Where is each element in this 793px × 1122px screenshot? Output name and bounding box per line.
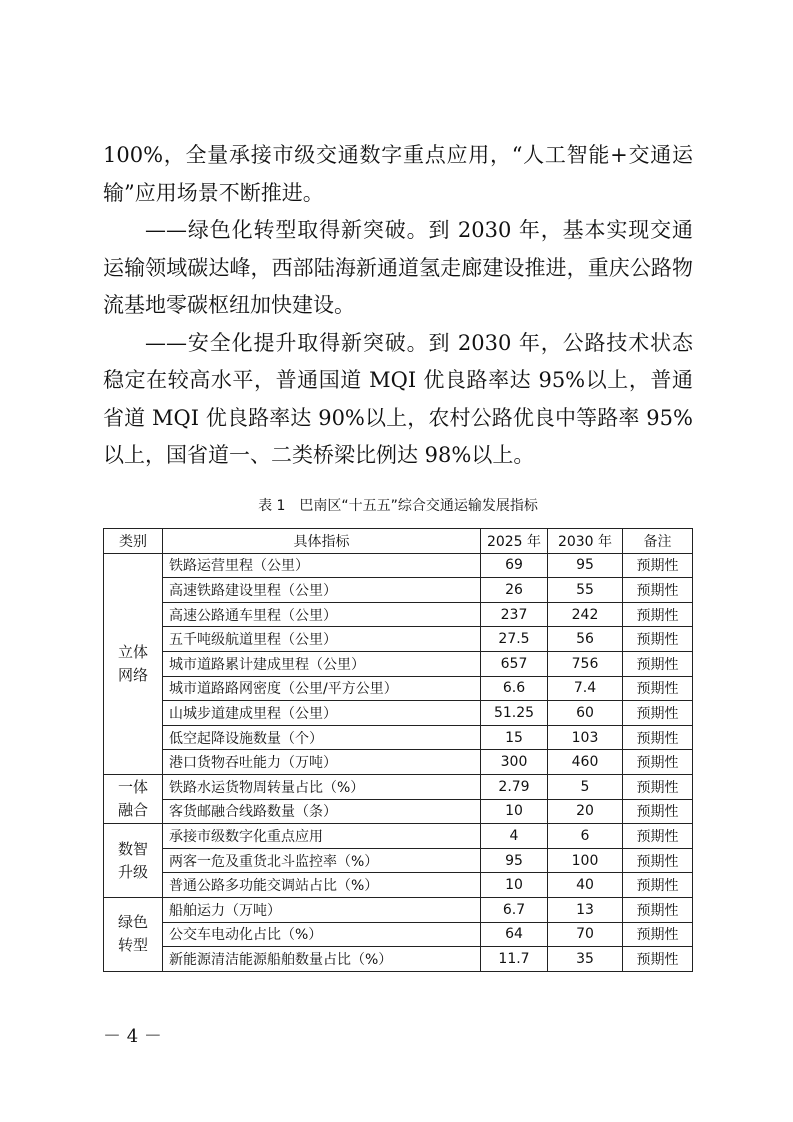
remark-cell: 预期性 — [623, 799, 693, 824]
indicator-cell: 承接市级数字化重点应用 — [163, 824, 481, 849]
category-cell — [104, 897, 163, 971]
remark-cell: 预期性 — [623, 627, 693, 652]
indicator-cell: 高速铁路建设里程（公里） — [163, 578, 481, 603]
indicator-cell: 船舶运力（万吨） — [163, 897, 481, 922]
value-2030-cell: 40 — [548, 873, 623, 898]
indicator-cell: 城市道路路网密度（公里/平方公里） — [163, 676, 481, 701]
table-body — [104, 553, 693, 971]
remark-cell: 预期性 — [623, 774, 693, 799]
indicator-cell: 公交车电动化占比（%） — [163, 922, 481, 947]
value-2030-cell: 242 — [548, 602, 623, 627]
category-cell — [104, 774, 163, 823]
value-2030-cell: 5 — [548, 774, 623, 799]
remark-cell: 预期性 — [623, 824, 693, 849]
value-2025-cell: 64 — [481, 922, 548, 947]
value-2025-cell: 27.5 — [481, 627, 548, 652]
value-2030-cell: 756 — [548, 651, 623, 676]
category-label: 升级 — [117, 862, 148, 881]
category-label: 绿色 — [117, 913, 148, 932]
value-2030-cell: 6 — [548, 824, 623, 849]
table-row — [104, 873, 693, 898]
value-2025-cell: 10 — [481, 873, 548, 898]
category-label: 数智 — [117, 839, 148, 858]
table-header-row — [104, 529, 693, 554]
remark-cell: 预期性 — [623, 651, 693, 676]
table-row — [104, 627, 693, 652]
remark-cell: 预期性 — [623, 553, 693, 578]
value-2025-cell: 51.25 — [481, 701, 548, 726]
table-row — [104, 897, 693, 922]
remark-cell: 预期性 — [623, 676, 693, 701]
header-2025: 2025 年 — [481, 529, 548, 554]
remark-cell: 预期性 — [623, 922, 693, 947]
table-caption: 表 1 巴南区“十五五”综合交通运输发展指标 — [258, 498, 538, 514]
remark-cell: 预期性 — [623, 947, 693, 972]
indicator-cell: 铁路运营里程（公里） — [163, 553, 481, 578]
remark-cell: 预期性 — [623, 897, 693, 922]
indicator-cell: 城市道路累计建成里程（公里） — [163, 651, 481, 676]
table-row — [104, 676, 693, 701]
remark-cell: 预期性 — [623, 602, 693, 627]
value-2030-cell: 7.4 — [548, 676, 623, 701]
page-number: － 4 － — [103, 1026, 162, 1047]
remark-cell: 预期性 — [623, 848, 693, 873]
indicator-cell: 高速公路通车里程（公里） — [163, 602, 481, 627]
header-category: 类别 — [104, 529, 163, 554]
value-2025-cell: 237 — [481, 602, 548, 627]
value-2025-cell: 6.7 — [481, 897, 548, 922]
table-row — [104, 848, 693, 873]
header-indicator: 具体指标 — [163, 529, 481, 554]
value-2030-cell: 103 — [548, 725, 623, 750]
remark-cell: 预期性 — [623, 725, 693, 750]
table-row — [104, 553, 693, 578]
table-row — [104, 799, 693, 824]
table-row — [104, 578, 693, 603]
header-2030: 2030 年 — [548, 529, 623, 554]
paragraph: ——安全化提升取得新突破。到 2030 年，公路技术状态稳定在较高水平，普通国道 MQI 优良路率达 95%以上，普通省道 MQI 优良路率达 90%以上，农村公路优良中等路率 95%以上，国省道一、二类桥梁比例达 98%以上。 — [103, 330, 693, 467]
value-2025-cell: 10 — [481, 799, 548, 824]
table-row — [104, 651, 693, 676]
value-2025-cell: 4 — [481, 824, 548, 849]
category-label: 一体 — [117, 778, 148, 797]
value-2030-cell: 56 — [548, 627, 623, 652]
table-row — [104, 947, 693, 972]
value-2025-cell: 2.79 — [481, 774, 548, 799]
value-2030-cell: 460 — [548, 750, 623, 775]
value-2030-cell: 20 — [548, 799, 623, 824]
value-2025-cell: 11.7 — [481, 947, 548, 972]
category-label: 融合 — [117, 801, 148, 820]
table-row — [104, 774, 693, 799]
indicator-cell: 普通公路多功能交调站占比（%） — [163, 873, 481, 898]
table-row — [104, 824, 693, 849]
indicator-cell: 客货邮融合线路数量（条） — [163, 799, 481, 824]
table-row — [104, 750, 693, 775]
value-2030-cell: 13 — [548, 897, 623, 922]
value-2025-cell: 26 — [481, 578, 548, 603]
remark-cell: 预期性 — [623, 873, 693, 898]
value-2030-cell: 70 — [548, 922, 623, 947]
category-label: 转型 — [117, 936, 148, 955]
category-label: 网络 — [117, 665, 148, 684]
category-cell — [104, 553, 163, 774]
value-2030-cell: 100 — [548, 848, 623, 873]
value-2030-cell: 95 — [548, 553, 623, 578]
indicator-cell: 港口货物吞吐能力（万吨） — [163, 750, 481, 775]
table-row — [104, 922, 693, 947]
value-2030-cell: 55 — [548, 578, 623, 603]
remark-cell: 预期性 — [623, 701, 693, 726]
value-2025-cell: 657 — [481, 651, 548, 676]
paragraph: 100%，全量承接市级交通数字重点应用，“人工智能+交通运输”应用场景不断推进。 — [103, 143, 693, 205]
indicator-table — [103, 528, 693, 972]
indicator-cell: 山城步道建成里程（公里） — [163, 701, 481, 726]
indicator-cell: 低空起降设施数量（个） — [163, 725, 481, 750]
table-row — [104, 602, 693, 627]
body-text — [103, 137, 693, 475]
category-cell — [104, 824, 163, 898]
indicator-cell: 铁路水运货物周转量占比（%） — [163, 774, 481, 799]
indicator-cell: 五千吨级航道里程（公里） — [163, 627, 481, 652]
table-row — [104, 725, 693, 750]
value-2030-cell: 60 — [548, 701, 623, 726]
remark-cell: 预期性 — [623, 578, 693, 603]
value-2025-cell: 95 — [481, 848, 548, 873]
value-2025-cell: 300 — [481, 750, 548, 775]
value-2025-cell: 69 — [481, 553, 548, 578]
value-2025-cell: 6.6 — [481, 676, 548, 701]
indicator-cell: 新能源清洁能源船舶数量占比（%） — [163, 947, 481, 972]
paragraph: ——绿色化转型取得新突破。到 2030 年，基本实现交通运输领域碳达峰，西部陆海新通道氢走廊建设推进，重庆公路物流基地零碳枢纽加快建设。 — [103, 218, 693, 317]
value-2030-cell: 35 — [548, 947, 623, 972]
remark-cell: 预期性 — [623, 750, 693, 775]
category-label: 立体 — [117, 642, 148, 661]
header-remark: 备注 — [623, 529, 693, 554]
value-2025-cell: 15 — [481, 725, 548, 750]
indicator-cell: 两客一危及重货北斗监控率（%） — [163, 848, 481, 873]
table-row — [104, 701, 693, 726]
